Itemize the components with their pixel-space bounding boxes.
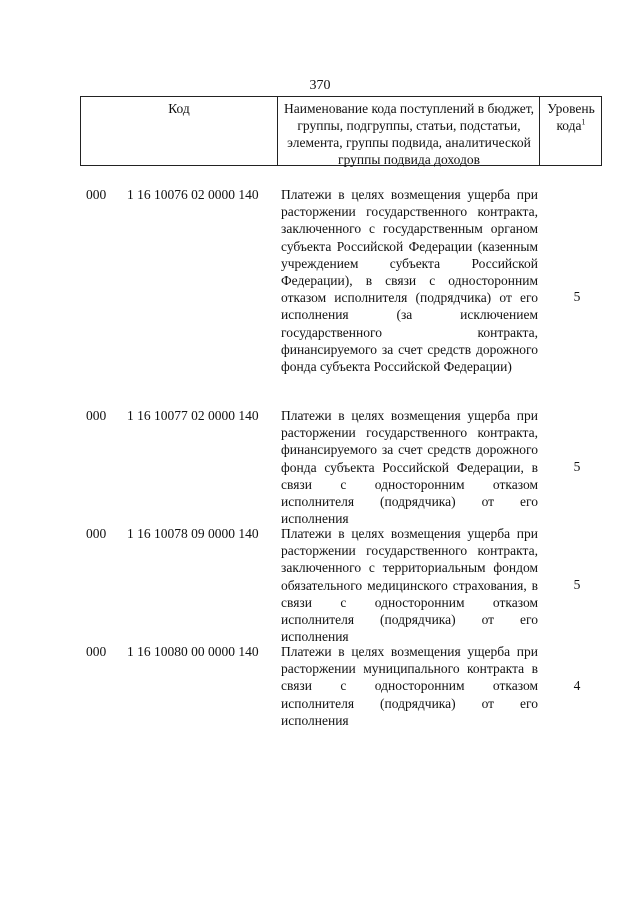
table-header <box>80 96 602 166</box>
row-revenue-name: Платежи в целях возмещения ущерба при расторжении государственного контракта, финансируемого за счет средств дорожного фонда субъекта Российской Федерации, в связи с односторонним отказом исполнителя (подрядчика) от его исполнения <box>281 408 538 527</box>
row-level: 5 <box>573 577 581 592</box>
header-divider <box>277 96 278 166</box>
row-admin-code: 000 <box>86 526 107 541</box>
row-level: 5 <box>573 459 581 474</box>
row-revenue-name: Платежи в целях возмещения ущерба при расторжении муниципального контракта в связи с односторонним отказом исполнителя (подрядчика) от его исполнения <box>281 644 538 728</box>
row-revenue-name: Платежи в целях возмещения ущерба при расторжении государственного контракта, заключенного с государственным органом субъекта Российской Федерации (казенным учреждением субъекта Российской Федерации), в связи с односторонним отказом исполнителя (подрядчика) от его исполнения (за исключением государственного контракта, финансируемого за счет средств дорожного фонда субъекта Российской Федерации) <box>281 187 538 375</box>
row-level: 4 <box>573 678 581 693</box>
row-revenue-code: 1 16 10077 02 0000 140 <box>127 408 259 423</box>
header-level-footnote: 1 <box>581 117 586 127</box>
row-admin-code: 000 <box>86 187 107 202</box>
header-level <box>541 100 601 134</box>
header-divider <box>539 96 540 166</box>
row-revenue-name: Платежи в целях возмещения ущерба при расторжении государственного контракта, заключенного с территориальным фондом обязательного медицинского страхования, в связи с односторонним отказом исполнителя (подрядчика) от его исполнения <box>281 526 538 645</box>
row-revenue-code: 1 16 10078 09 0000 140 <box>127 526 259 541</box>
row-revenue-code: 1 16 10080 00 0000 140 <box>127 644 259 659</box>
header-name: Наименование кода поступлений в бюджет, группы, подгруппы, статьи, подстатьи, элемента, группы подвида, аналитической группы подвида доходов <box>283 101 534 167</box>
row-admin-code: 000 <box>86 644 107 659</box>
row-level: 5 <box>573 289 581 304</box>
row-revenue-code: 1 16 10076 02 0000 140 <box>127 187 259 202</box>
page-number: 370 <box>309 78 331 93</box>
header-code: Код <box>168 101 190 116</box>
header-level-label: Уровень кода <box>547 101 595 133</box>
row-admin-code: 000 <box>86 408 107 423</box>
